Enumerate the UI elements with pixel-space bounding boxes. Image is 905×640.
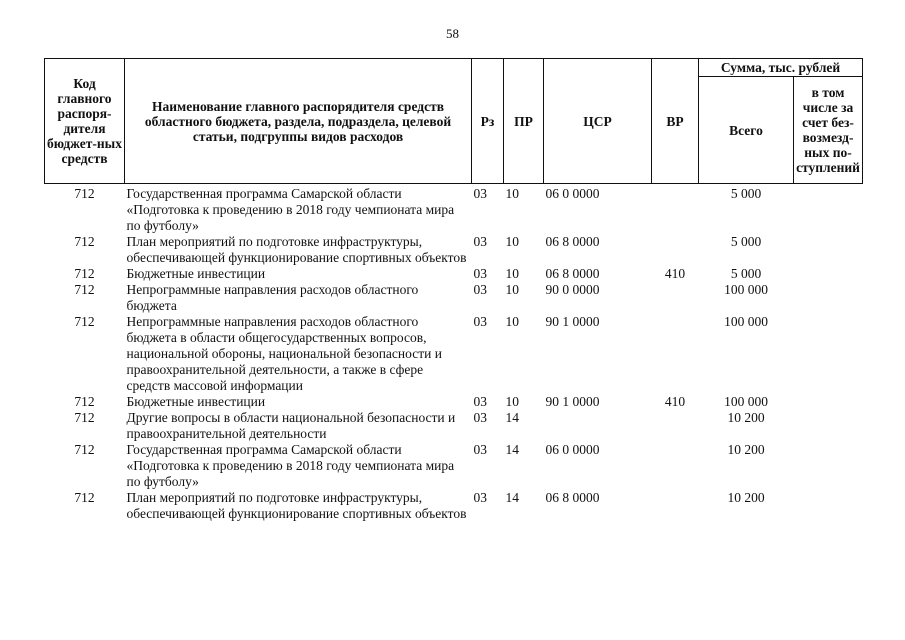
table-row: [45, 410, 863, 442]
cell-name: План мероприятий по подготовке инфраструктуры, обеспечивающей функционирование спортивных объектов: [126, 490, 467, 521]
cell-vr: 410: [664, 266, 686, 281]
table-row: [45, 266, 863, 282]
cell-pr: 10: [505, 314, 519, 329]
cell-csr: 06 8 0000: [545, 266, 600, 281]
cell-total: 100 000: [724, 314, 768, 329]
cell-code: 712: [74, 234, 95, 249]
cell-total: 10 200: [727, 490, 765, 505]
cell-name: Государственная программа Самарской области «Подготовка к проведению в 2018 году чемпионата мира по футболу»: [126, 442, 455, 489]
cell-total: 10 200: [727, 410, 765, 425]
cell-grant: [794, 442, 863, 490]
cell-code: 712: [74, 490, 95, 505]
header-rz: Рз: [472, 59, 504, 184]
cell-pr: 14: [505, 442, 519, 457]
cell-name: Бюджетные инвестиции: [126, 394, 266, 409]
cell-total: 10 200: [727, 442, 765, 457]
cell-pr: 10: [505, 186, 519, 201]
cell-rz: 03: [473, 186, 487, 201]
table-row: [45, 234, 863, 266]
header-sum: Сумма, тыс. рублей: [699, 59, 863, 77]
cell-vr: [652, 234, 699, 266]
cell-csr: 06 8 0000: [545, 234, 600, 249]
cell-total: 100 000: [724, 282, 768, 297]
cell-name: Государственная программа Самарской области «Подготовка к проведению в 2018 году чемпионата мира по футболу»: [126, 186, 455, 233]
cell-pr: 10: [505, 394, 519, 409]
cell-rz: 03: [473, 394, 487, 409]
budget-table: [44, 58, 863, 522]
cell-grant: [794, 410, 863, 442]
cell-rz: 03: [473, 282, 487, 297]
cell-pr: 10: [505, 234, 519, 249]
header-total: Всего: [699, 77, 794, 184]
cell-total: 100 000: [724, 394, 768, 409]
cell-code: 712: [74, 282, 95, 297]
cell-grant: [794, 266, 863, 282]
table-row: [45, 442, 863, 490]
header-pr: ПР: [504, 59, 544, 184]
cell-name: Другие вопросы в области национальной безопасности и правоохранительной деятельности: [126, 410, 456, 441]
cell-name: Бюджетные инвестиции: [126, 266, 266, 281]
cell-code: 712: [74, 186, 95, 201]
cell-csr: 90 1 0000: [545, 394, 600, 409]
cell-rz: 03: [473, 410, 487, 425]
cell-grant: [794, 282, 863, 314]
cell-grant: [794, 394, 863, 410]
cell-pr: 10: [505, 282, 519, 297]
cell-code: 712: [74, 410, 95, 425]
cell-rz: 03: [473, 314, 487, 329]
table-row: [45, 184, 863, 235]
cell-vr: [652, 490, 699, 522]
cell-pr: 10: [505, 266, 519, 281]
cell-vr: [652, 282, 699, 314]
cell-grant: [794, 314, 863, 394]
table-row: [45, 314, 863, 394]
table-body: [45, 184, 863, 523]
cell-code: 712: [74, 442, 95, 457]
cell-rz: 03: [473, 490, 487, 505]
cell-name: Непрограммные направления расходов областного бюджета: [126, 282, 419, 313]
cell-pr: 14: [505, 410, 519, 425]
cell-vr: [652, 314, 699, 394]
cell-rz: 03: [473, 234, 487, 249]
cell-vr: 410: [664, 394, 686, 409]
cell-vr: [652, 184, 699, 235]
cell-csr: [544, 410, 652, 442]
table-header: [45, 59, 863, 184]
table-row: [45, 490, 863, 522]
cell-total: 5 000: [730, 186, 762, 201]
cell-pr: 14: [505, 490, 519, 505]
cell-csr: 90 1 0000: [545, 314, 600, 329]
cell-vr: [652, 410, 699, 442]
cell-csr: 06 8 0000: [545, 490, 600, 505]
cell-csr: 06 0 0000: [545, 442, 600, 457]
cell-grant: [794, 184, 863, 235]
cell-csr: 06 0 0000: [545, 186, 600, 201]
cell-total: 5 000: [730, 266, 762, 281]
header-grant: в том числе за счет без-возмезд-ных по-ступлений: [794, 77, 863, 184]
header-code: Код главного распоря-дителя бюджет-ных средств: [45, 59, 125, 184]
cell-name: План мероприятий по подготовке инфраструктуры, обеспечивающей функционирование спортивных объектов: [126, 234, 467, 265]
cell-code: 712: [74, 394, 95, 409]
header-vr: ВР: [652, 59, 699, 184]
cell-code: 712: [74, 314, 95, 329]
table-row: [45, 282, 863, 314]
table-row: [45, 394, 863, 410]
cell-grant: [794, 234, 863, 266]
cell-grant: [794, 490, 863, 522]
cell-vr: [652, 442, 699, 490]
page-number: 58: [446, 26, 459, 41]
cell-rz: 03: [473, 442, 487, 457]
cell-rz: 03: [473, 266, 487, 281]
cell-total: 5 000: [730, 234, 762, 249]
cell-csr: 90 0 0000: [545, 282, 600, 297]
header-name: Наименование главного распорядителя средств областного бюджета, раздела, подраздела, целевой статьи, подгруппы видов расходов: [125, 59, 472, 184]
cell-name: Непрограммные направления расходов областного бюджета в области общегосударственных вопросов, национальной обороны, национальной безопасности и правоохранительной деятельности, а также в сфере средств массовой информации: [126, 314, 442, 393]
cell-code: 712: [74, 266, 95, 281]
header-csr: ЦСР: [544, 59, 652, 184]
